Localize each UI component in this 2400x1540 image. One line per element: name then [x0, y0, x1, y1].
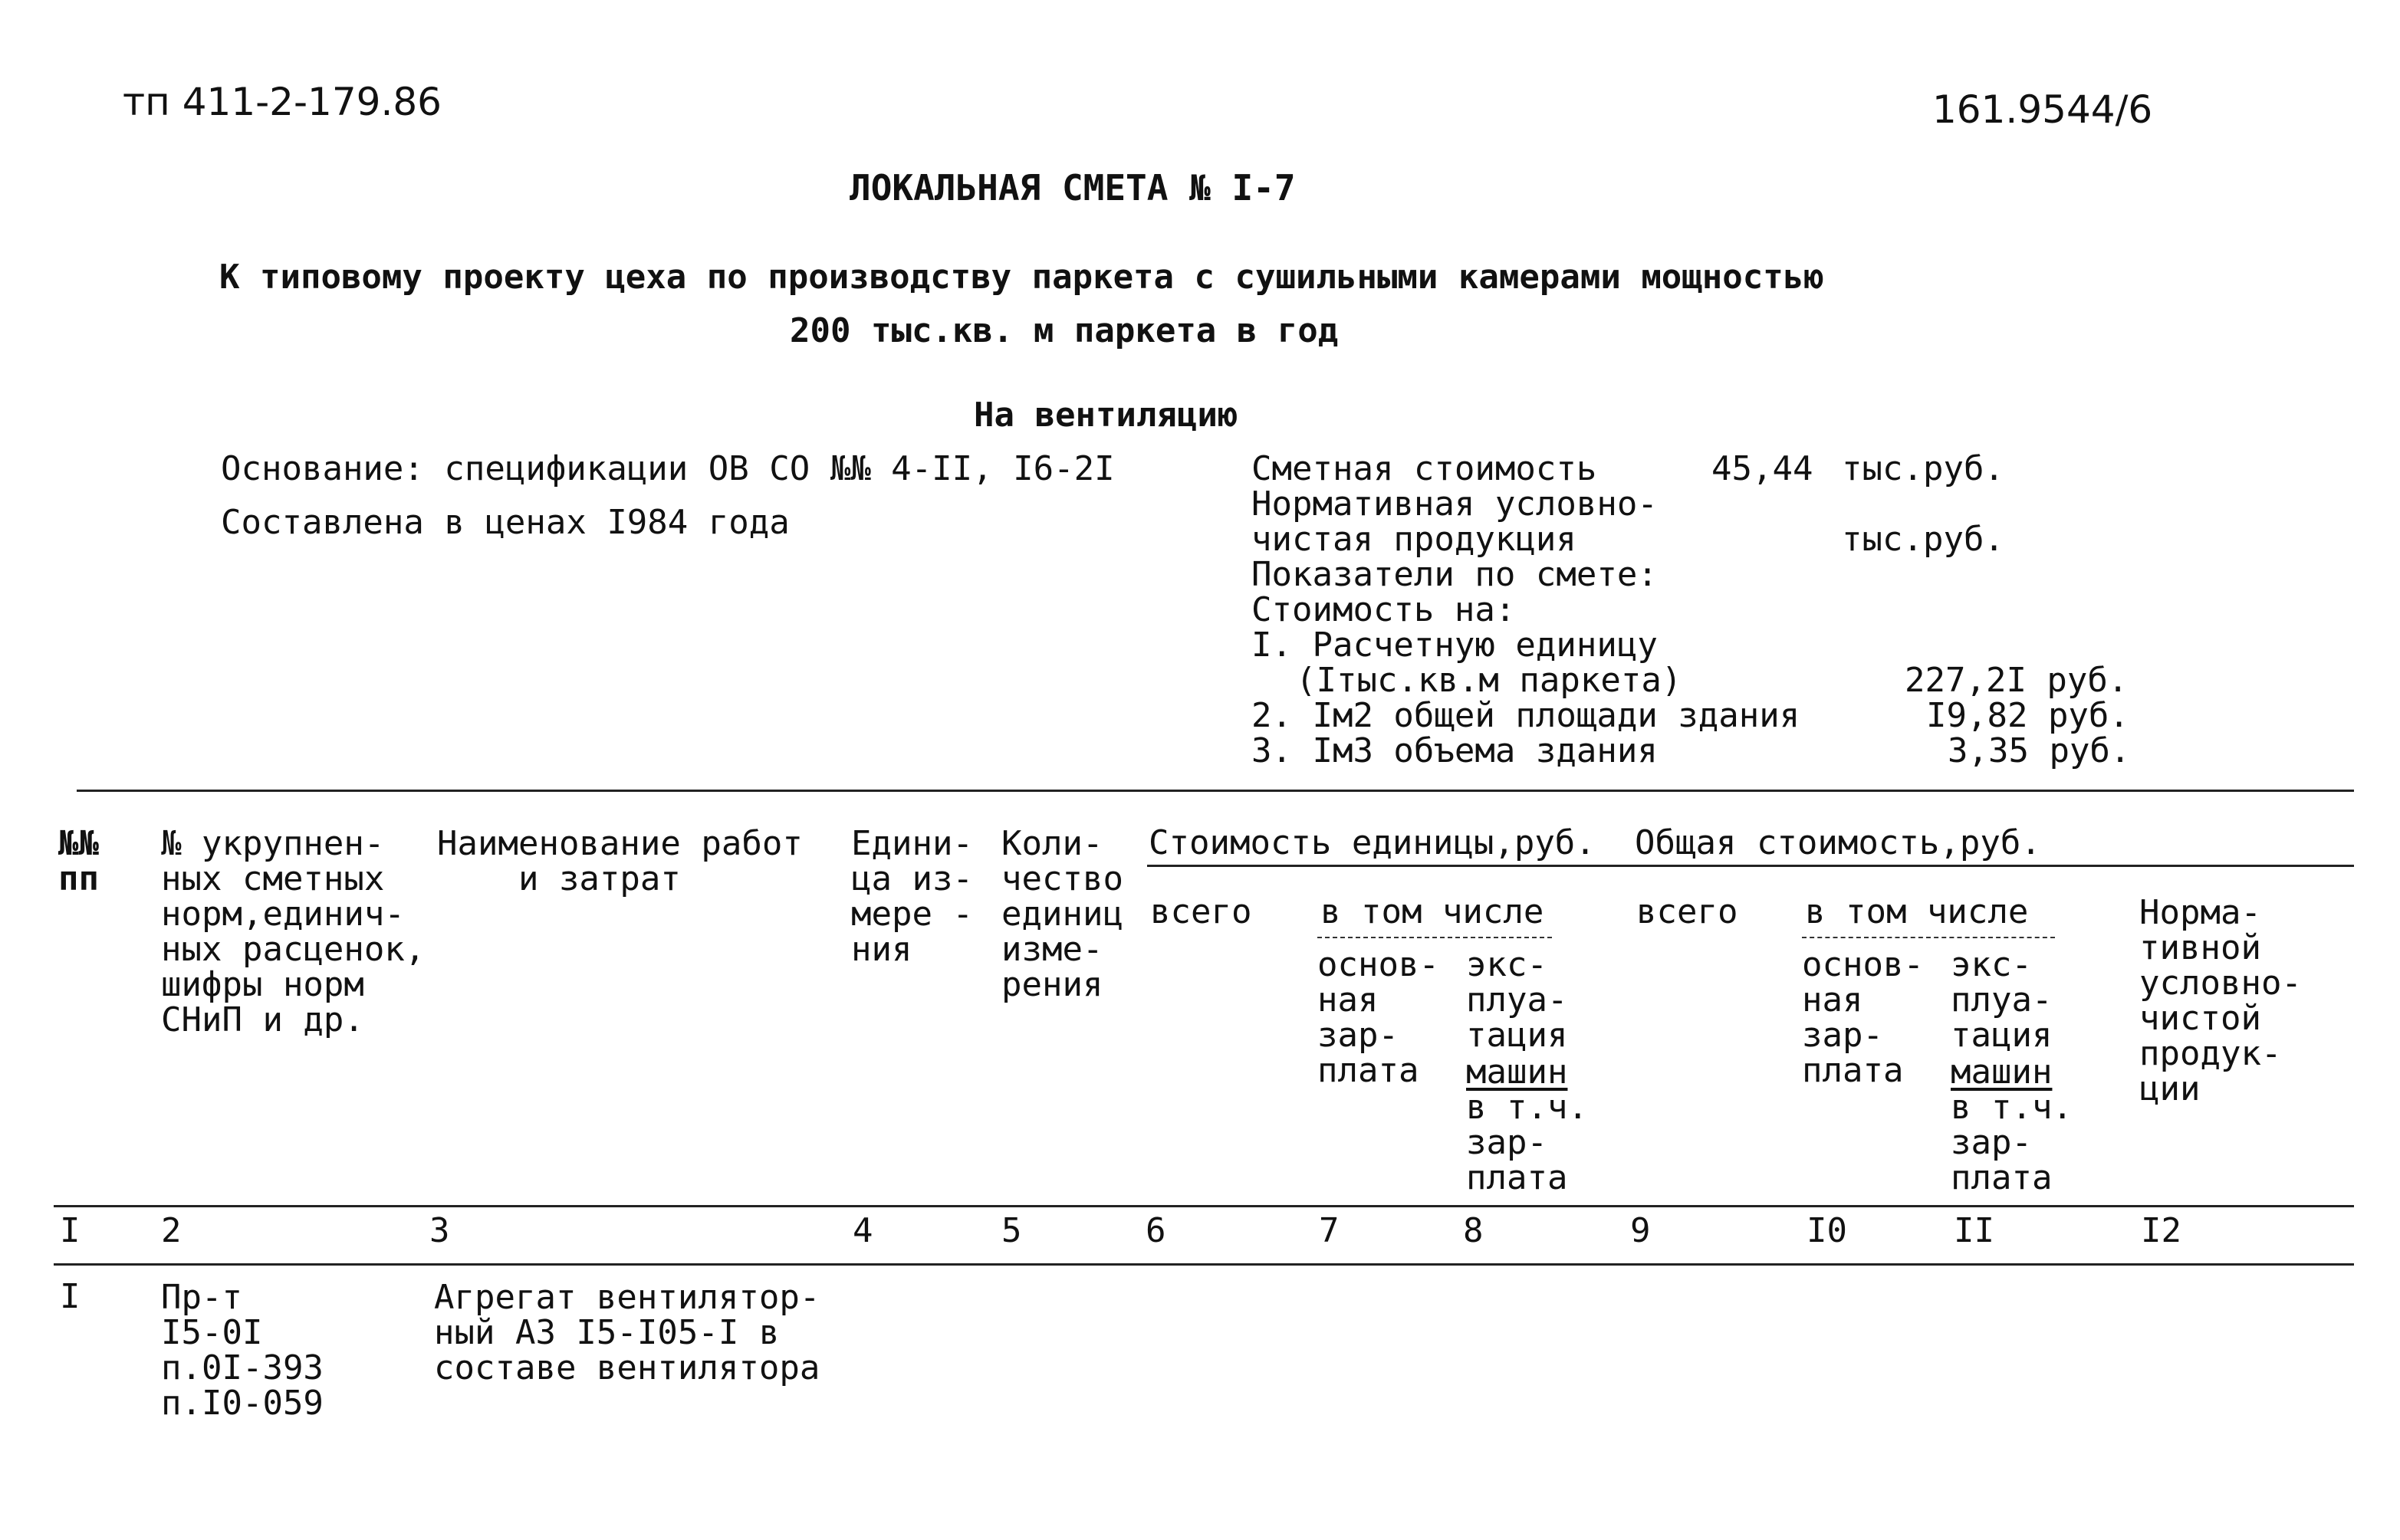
normative-label-1: Нормативная условно- — [1251, 484, 1658, 524]
subtitle-line-2: 200 тыс.кв. м паркета в год — [790, 311, 1339, 350]
header-normative: Норма- тивной условно- чистой продук- ции — [2139, 893, 2302, 1108]
section-title: На вентиляцию — [974, 396, 1238, 435]
estimated-cost-label: Сметная стоимость — [1251, 449, 1597, 488]
header-unit-main-wage: основ- ная зар- плата — [1317, 945, 1439, 1090]
estimated-cost-unit: тыс.руб. — [1842, 449, 2004, 488]
prices-year-text: Составлена в ценах I984 года — [221, 503, 790, 542]
header-total-machines-1: экс- плуа- тация — [1951, 945, 2053, 1055]
row-norm-code: Пр-т I5-0I п.0I-393 п.I0-059 — [161, 1278, 324, 1423]
column-numbers-bottom-rule — [54, 1263, 2354, 1266]
doc-code-left: тп 411-2-179.86 — [123, 80, 442, 124]
item1-value: 227,2I руб. — [1905, 661, 2129, 700]
column-number: I0 — [1807, 1211, 1847, 1250]
header-total-machines-3: в т.ч. зар- плата — [1951, 1088, 2073, 1197]
column-number: 2 — [161, 1211, 182, 1250]
incl-underline-total — [1802, 937, 2055, 938]
header-col-unit: Едини- ца из- мере - ния — [851, 824, 973, 969]
header-total-cost-group: Общая стоимость,руб. — [1635, 823, 2041, 862]
header-unit-machines-2: машин — [1466, 1052, 1568, 1092]
header-unit-incl: в том числе — [1320, 892, 1544, 931]
header-col-number: №№ пп — [58, 824, 99, 898]
column-number: 8 — [1463, 1211, 1484, 1250]
header-col-name: Наименование работ и затрат — [437, 824, 803, 898]
column-number: 6 — [1146, 1211, 1166, 1250]
doc-code-right: 161.9544/6 — [1932, 87, 2153, 132]
column-number: I2 — [2141, 1211, 2181, 1250]
item2-label: 2. Iм2 общей площади здания — [1251, 696, 1800, 735]
column-number: 7 — [1319, 1211, 1340, 1250]
header-col-quantity: Коли- чество единиц изме- рения — [1001, 824, 1123, 1004]
incl-underline-unit — [1317, 937, 1552, 938]
row-work-name: Агрегат вентилятор- ный АЗ I5-I05-I в составе вентилятора — [434, 1278, 820, 1387]
item1-label-2: (Iтыс.кв.м паркета) — [1296, 661, 1682, 700]
column-number: II — [1954, 1211, 1994, 1250]
subtitle-line-1: К типовому проекту цеха по производству паркета с сушильными камерами мощностью — [219, 258, 1824, 297]
item2-value: I9,82 руб. — [1926, 696, 2129, 735]
header-unit-cost-group: Стоимость единицы,руб. — [1149, 823, 1596, 862]
column-number: 4 — [853, 1211, 873, 1250]
header-total-incl: в том числе — [1805, 892, 2029, 931]
header-total-machines-2: машин — [1951, 1052, 2053, 1092]
column-number: I — [60, 1211, 81, 1250]
header-unit-machines-3: в т.ч. зар- плата — [1466, 1088, 1588, 1197]
estimated-cost-value: 45,44 — [1711, 449, 1813, 488]
indicators-label: Показатели по смете: — [1251, 555, 1658, 594]
column-number: 9 — [1630, 1211, 1651, 1250]
header-total-total: всего — [1636, 892, 1738, 931]
header-unit-total: всего — [1150, 892, 1252, 931]
cost-on-label: Стоимость на: — [1251, 590, 1516, 629]
header-col-norms: № укрупнен- ных сметных норм,единич- ных расценок, шифры норм СНиП и др. — [161, 824, 426, 1039]
header-unit-machines-1: экс- плуа- тация — [1466, 945, 1568, 1055]
column-number: 3 — [429, 1211, 450, 1250]
table-top-rule — [77, 790, 2354, 792]
header-total-main-wage: основ- ная зар- плата — [1802, 945, 1924, 1090]
item3-label: 3. Iм3 объема здания — [1251, 731, 1658, 770]
document-title: ЛОКАЛЬНАЯ СМЕТА № I-7 — [850, 167, 1296, 209]
item3-value: 3,35 руб. — [1948, 731, 2131, 770]
group-header-rule — [1147, 865, 2354, 867]
normative-unit: тыс.руб. — [1842, 520, 2004, 559]
basis-text: Основание: спецификации ОВ СО №№ 4-II, I6-2I — [221, 449, 1115, 488]
item1-label-1: I. Расчетную единицу — [1251, 626, 1658, 665]
normative-label-2: чистая продукция — [1251, 520, 1576, 559]
row-number: I — [60, 1277, 81, 1316]
column-numbers-top-rule — [54, 1205, 2354, 1207]
column-number: 5 — [1001, 1211, 1022, 1250]
